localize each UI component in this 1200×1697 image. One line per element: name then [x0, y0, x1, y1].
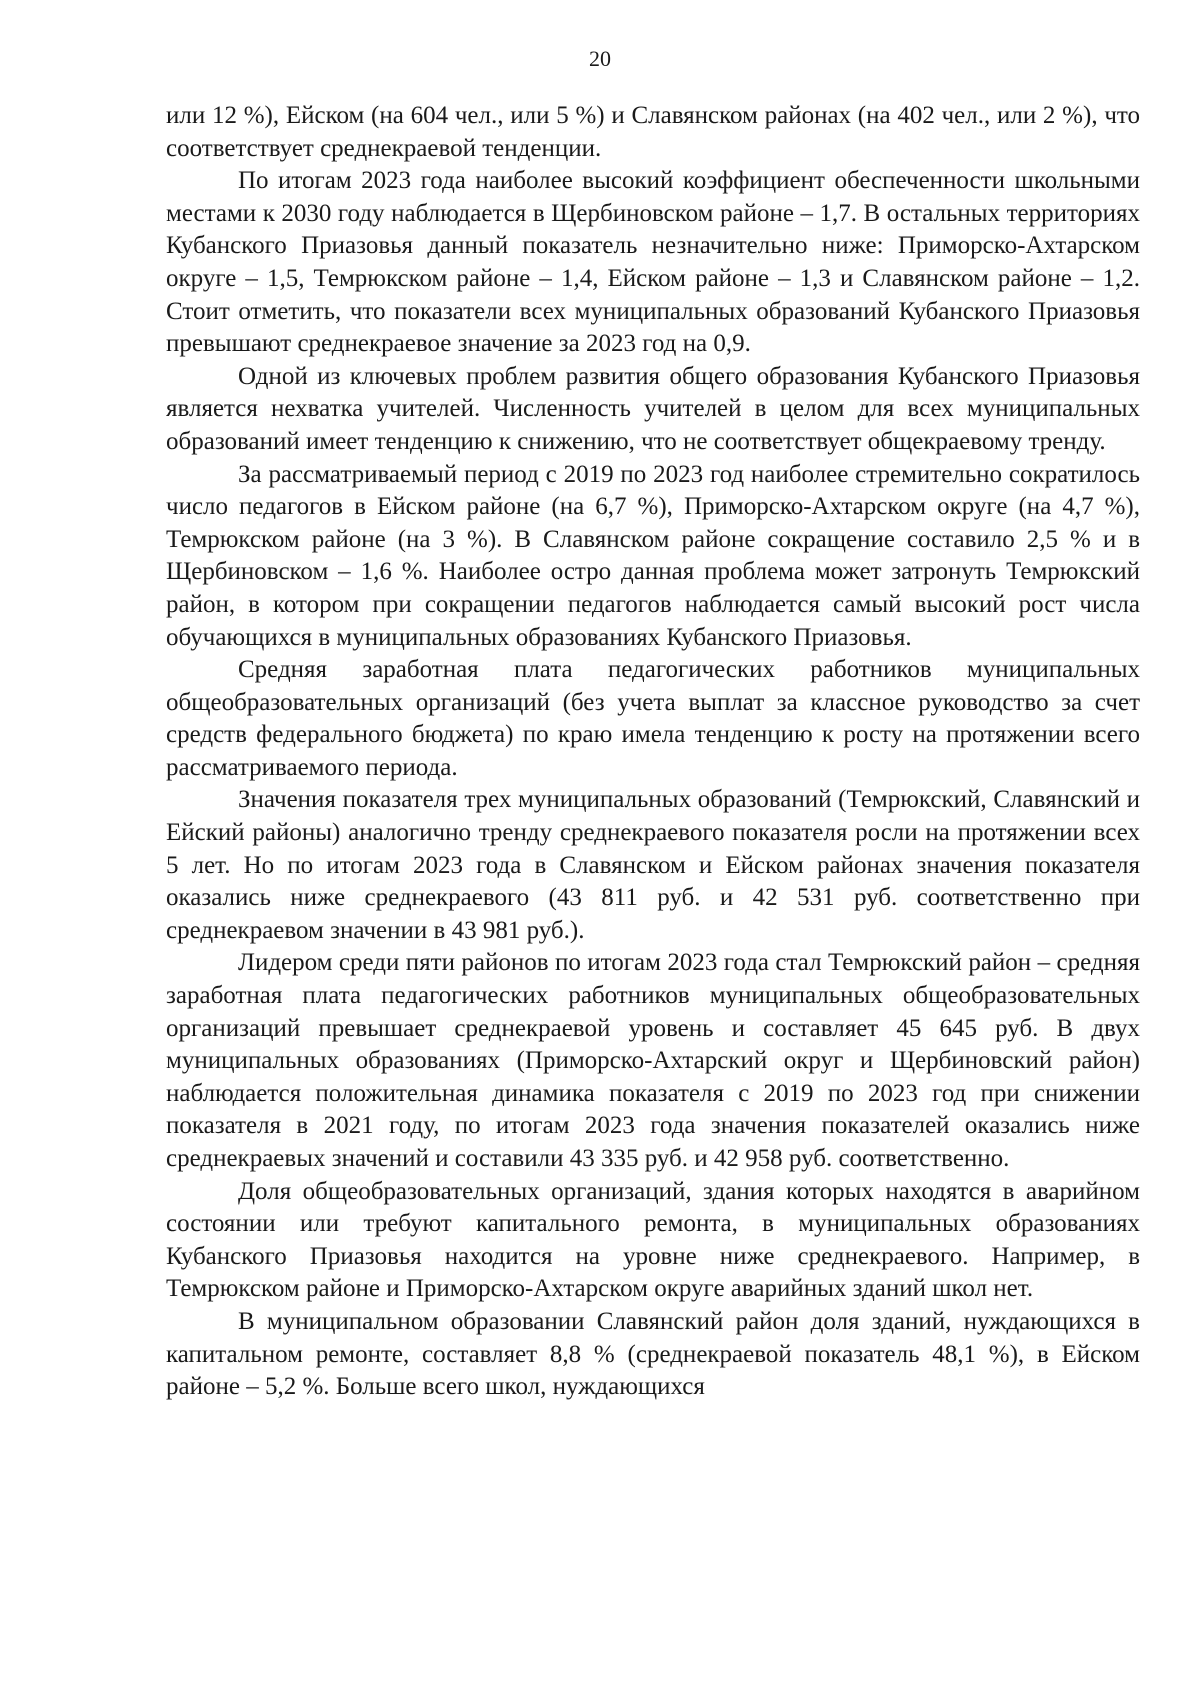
paragraph-salary-trend: Значения показателя трех муниципальных образований (Темрюкский, Славянский и Ейский районы) аналогично тренду среднекраевого показателя росли на протяжении всех 5 лет. Но по итогам 2023 года в Славянском и Ейском районах значения показателя оказались ниже среднекраевого (43 811 руб. и 42 531 руб. соответственно при среднекраевом значении в 43 981 руб.). [166, 786, 1140, 944]
paragraph-salary-leader: Лидером среди пяти районов по итогам 2023 года стал Темрюкский район – средняя заработная плата педагогических работников муниципальных общеобразовательных организаций превышает среднекраевой уровень и составляет 45 645 руб. В двух муниципальных образованиях (Приморско-Ахтарский округ и Щербиновский район) наблюдается положительная динамика показателя с 2019 по 2023 год при снижении показателя в 2021 году, по итогам 2023 года значения показателей оказались ниже среднекраевых значений и составили 43 335 руб. и 42 958 руб. соответственно. [166, 949, 1140, 1172]
page-number: 20 [589, 46, 611, 71]
paragraph-continued: или 12 %), Ейском (на 604 чел., или 5 %) и Славянском районах (на 402 чел., или 2 %), что соответствует среднекраевой тенденции. [166, 102, 1140, 162]
document-body [166, 100, 1140, 1404]
paragraph-teacher-shortage: Одной из ключевых проблем развития общего образования Кубанского Приазовья является нехватка учителей. Численность учителей в целом для всех муниципальных образований имеет тенденцию к снижению, что не соответствует общекраевому тренду. [166, 362, 1140, 455]
paragraph-average-salary: Средняя заработная плата педагогических работников муниципальных общеобразовательных организаций (без учета выплат за классное руководство за счет средств федерального бюджета) по краю имела тенденцию к росту на протяжении всего рассматриваемого периода. [166, 656, 1140, 781]
paragraph-teacher-decline: За рассматриваемый период с 2019 по 2023 год наиболее стремительно сократилось число педагогов в Ейском районе (на 6,7 %), Приморско-Ахтарском округе (на 4,7 %), Темрюкском районе (на 3 %). В Славянском районе сокращение составило 2,5 % и в Щербиновском – 1,6 %. Наиболее остро данная проблема может затронуть Темрюкский район, в котором при сокращении педагогов наблюдается самый высокий рост числа обучающихся в муниципальных образованиях Кубанского Приазовья. [166, 460, 1140, 651]
paragraph-emergency-buildings: Доля общеобразовательных организаций, здания которых находятся в аварийном состоянии или требуют капитального ремонта, в муниципальных образованиях Кубанского Приазовья находится на уровне ниже среднекраевого. Например, в Темрюкском районе и Приморско-Ахтарском округе аварийных зданий школ нет. [166, 1177, 1140, 1303]
paragraph-capital-repair: В муниципальном образовании Славянский район доля зданий, нуждающихся в капитальном ремонте, составляет 8,8 % (среднекраевой показатель 48,1 %), в Ейском районе – 5,2 %. Больше всего школ, нуждающихся [166, 1307, 1140, 1401]
paragraph-school-places: По итогам 2023 года наиболее высокий коэффициент обеспеченности школьными местами к 2030 году наблюдается в Щербиновском районе – 1,7. В остальных территориях Кубанского Приазовья данный показатель незначительно ниже: Приморско-Ахтарском округе – 1,5, Темрюкском районе – 1,4, Ейском районе – 1,3 и Славянском районе – 1,2. Стоит отметить, что показатели всех муниципальных образований Кубанского Приазовья превышают среднекраевое значение за 2023 год на 0,9. [166, 167, 1140, 358]
